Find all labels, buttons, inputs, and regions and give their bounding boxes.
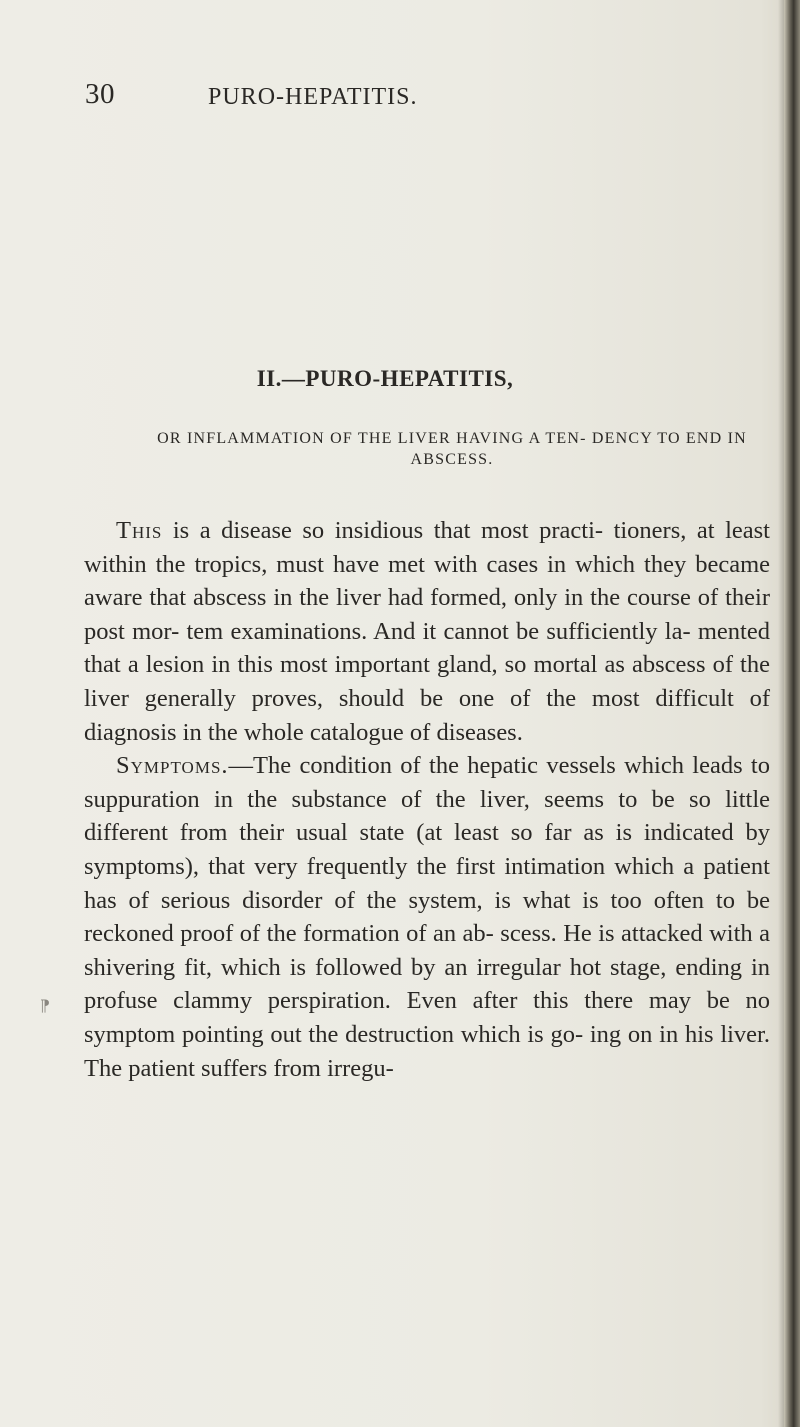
paragraph-text: —The condition of the hepatic vessels which leads to suppuration in the substance of the liver, seems to be so little different from their usual state (at least so far as is indicated by symptoms), that very frequently the first intimation which a patient has of serious disorder of the system, is what is too often to be reckoned proof of the formation of an ab- scess. He is attacked with a shivering fit, which is followed by an irregular hot stage, ending in profuse clammy perspiration. Even after this there may be no symptom pointing out the destruction which is go- ing on in his liver. The patient suffers from irregu- [84, 752, 770, 1082]
chapter-title: II.—PURO-HEPATITIS, [256, 366, 514, 391]
section-heading-symptoms: Symptoms. [116, 752, 229, 780]
chapter-subtitle: OR INFLAMMATION OF THE LIVER HAVING A TEN- DENCY TO END IN ABSCESS. [157, 430, 747, 468]
margin-mark-icon: ⁋ [40, 998, 51, 1015]
paragraph-text: is a disease so insidious that most practi- tioners, at least within the tropics, must have met with cases in which they became aware that abscess in the liver had formed, only in the course of their post mor- tem examinations. And it cannot be sufficiently la- mented that a lesion in this most important gland, so mortal as abscess of the liver generally proves, should be one of the most difficult of diagnosis in the whole catalogue of diseases. [84, 517, 770, 746]
body-text [84, 514, 770, 1085]
book-spine-edge [784, 0, 800, 1427]
paragraph-intro [84, 514, 770, 749]
page-number: 30 [85, 78, 115, 110]
paragraph-lead-word: This [116, 517, 163, 544]
running-head: PURO-HEPATITIS. [208, 84, 418, 110]
paragraph-symptoms [84, 749, 770, 1085]
